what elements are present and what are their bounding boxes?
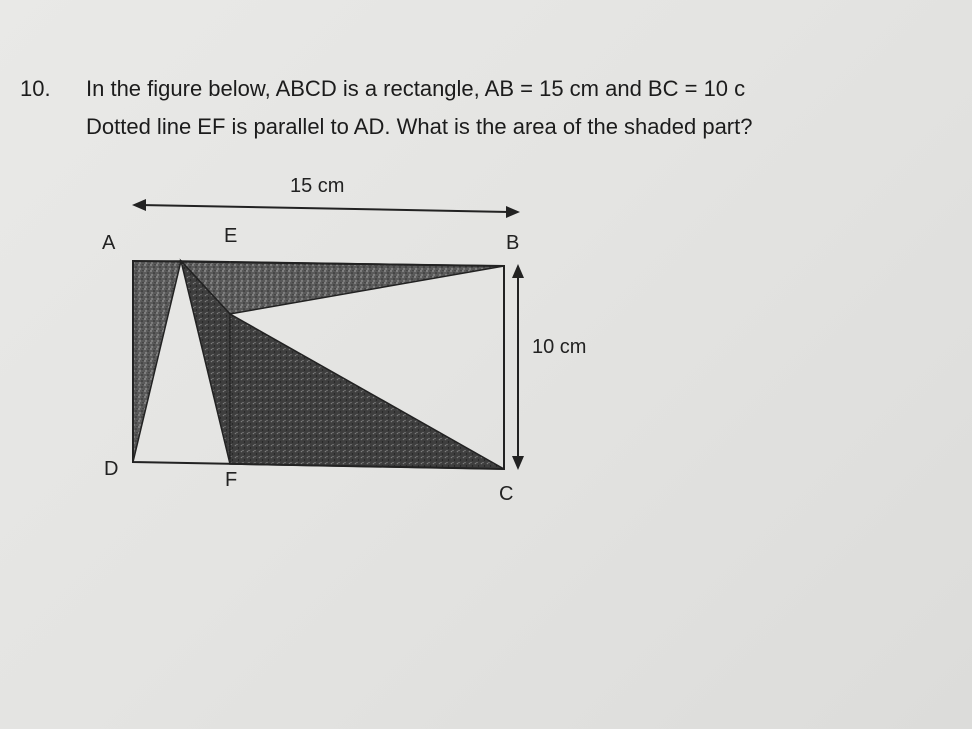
point-label-e: E — [224, 225, 238, 247]
shaded-triangle-left — [133, 261, 181, 462]
point-label-c: C — [499, 483, 514, 505]
question-number: 10. — [20, 76, 51, 101]
width-label: 15 cm — [290, 175, 345, 197]
arrowhead-right-icon — [506, 206, 520, 218]
arrowhead-up-icon — [512, 264, 524, 278]
shaded-triangle-top — [181, 261, 504, 314]
point-label-a: A — [102, 232, 116, 254]
question-text-line-2: Dotted line EF is parallel to AD. What is the area of the shaded part? — [86, 114, 753, 139]
shaded-triangle-bottom — [230, 314, 504, 469]
arrowhead-left-icon — [132, 199, 146, 211]
width-dimension-arrow — [140, 205, 512, 212]
point-label-b: B — [506, 232, 520, 254]
point-label-d: D — [104, 458, 119, 480]
point-label-f: F — [225, 469, 238, 491]
question-text-line-1: In the figure below, ABCD is a rectangle, AB = 15 cm and BC = 10 c — [86, 76, 746, 101]
arrowhead-down-icon — [512, 456, 524, 470]
height-label: 10 cm — [532, 336, 587, 358]
